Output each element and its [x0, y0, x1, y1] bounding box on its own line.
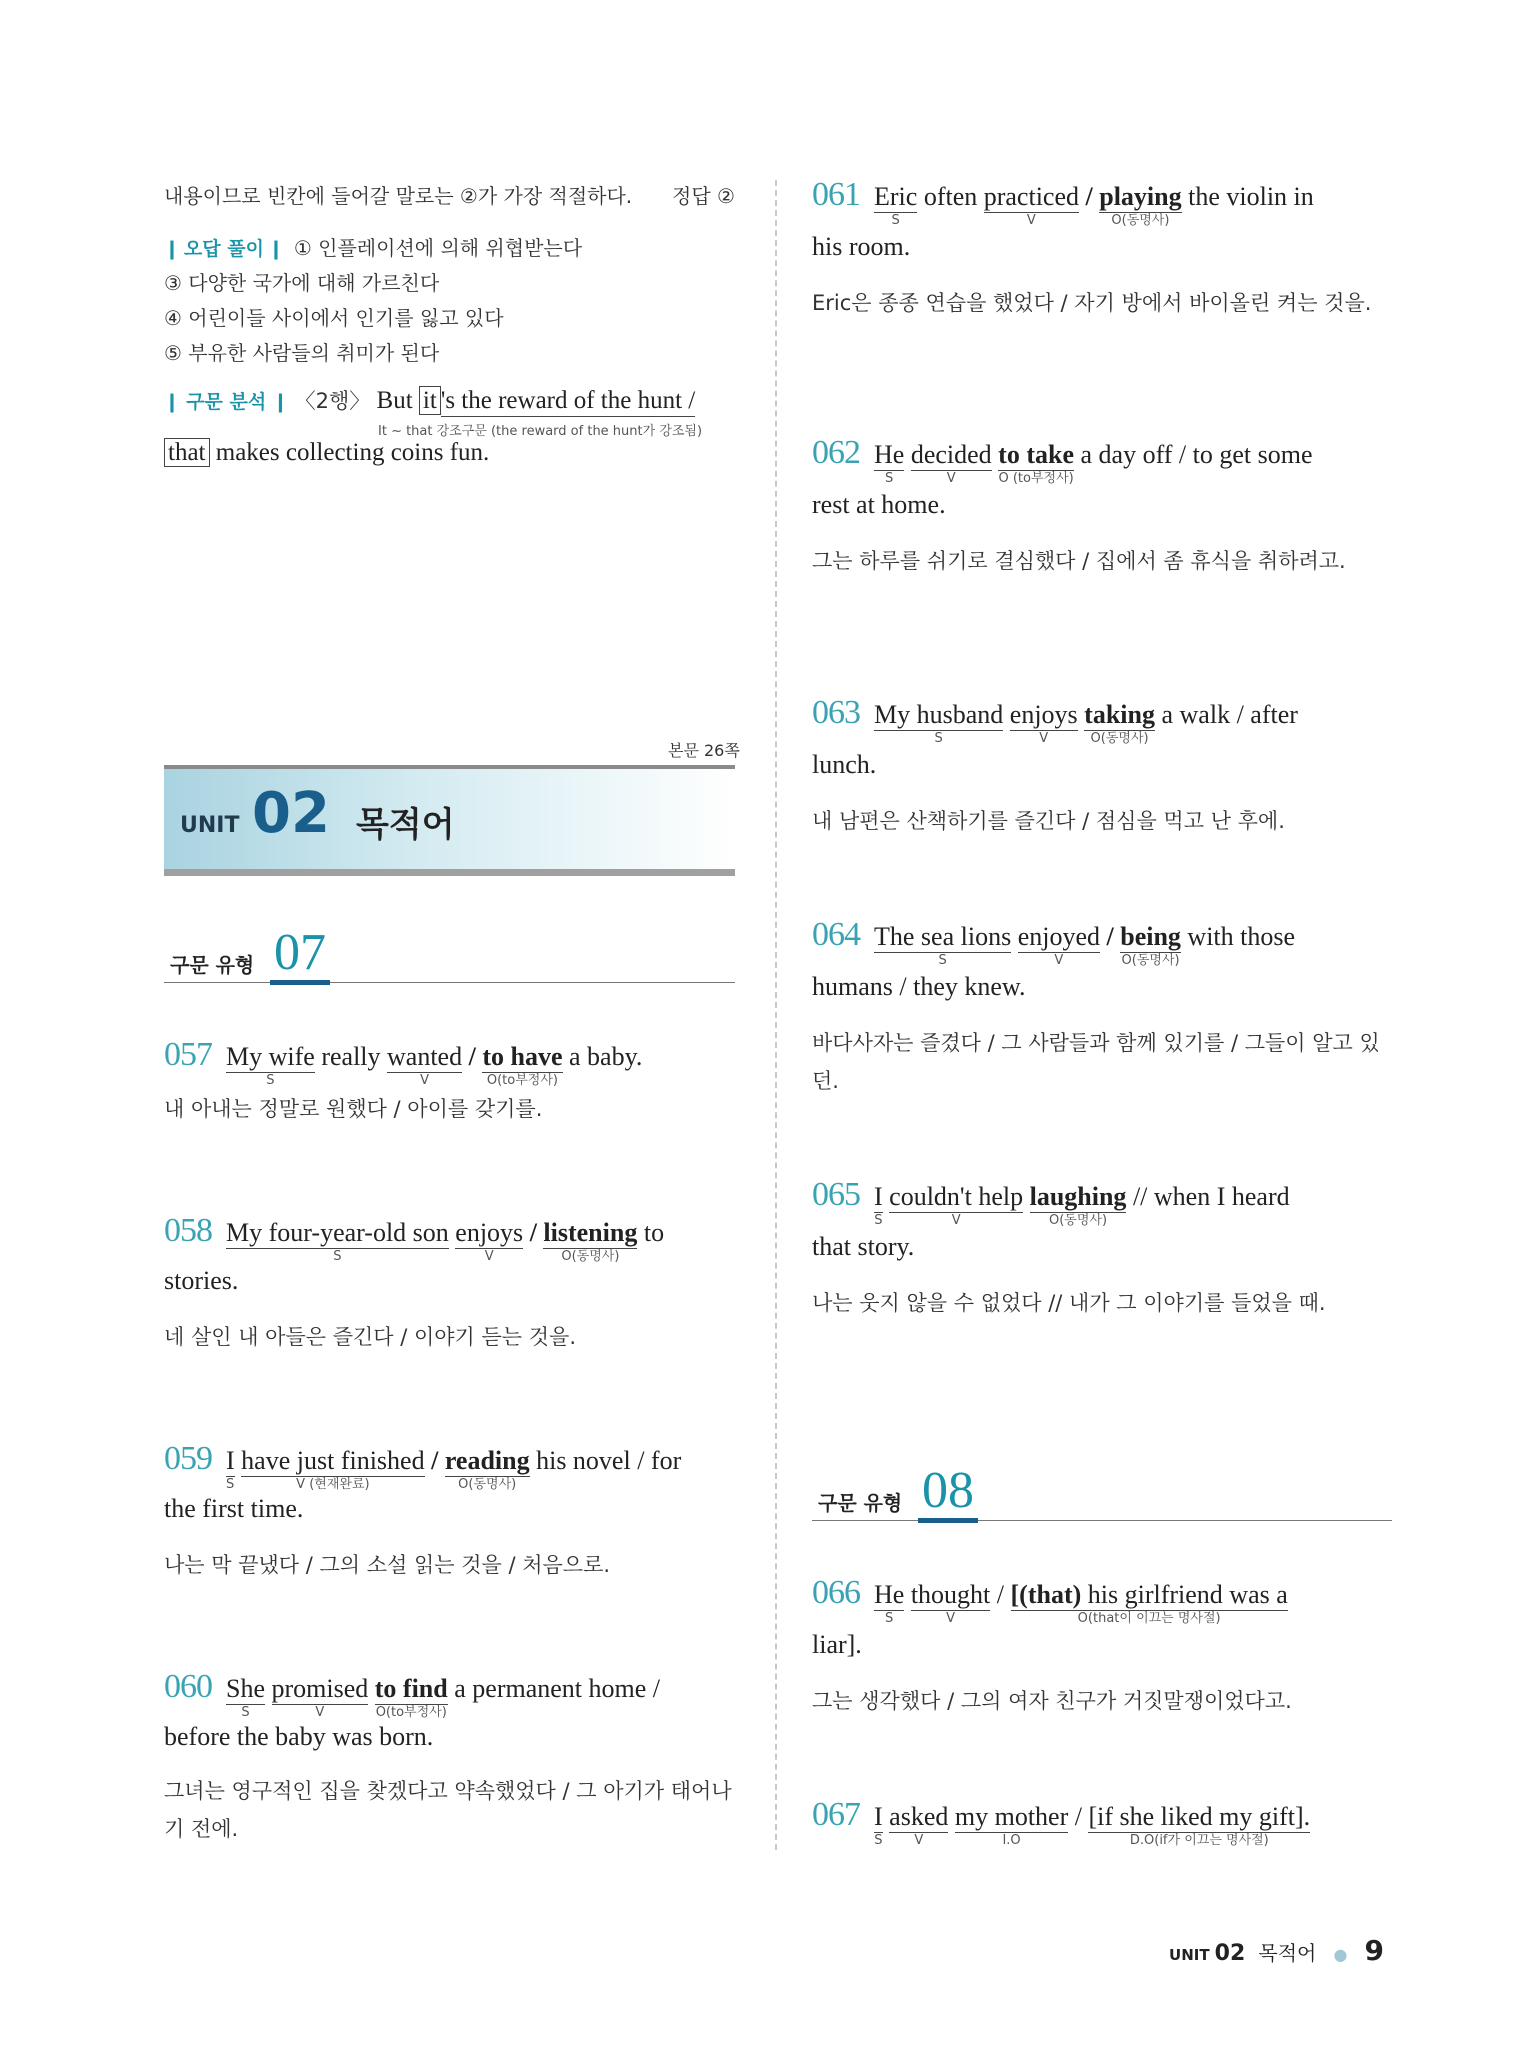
- sentence-064: [812, 916, 1296, 968]
- syntax-analysis: [164, 384, 695, 419]
- translation-061: Eric은 종종 연습을 했었다 / 자기 방에서 바이올린 켜는 것을.: [812, 291, 1372, 315]
- role-label: S: [938, 953, 947, 968]
- role-label: O(동명사): [561, 1249, 620, 1264]
- unit-number: 02: [252, 781, 330, 846]
- item-number: 066: [812, 1574, 860, 1611]
- item-number: 062: [812, 434, 860, 471]
- role-label: V: [951, 1213, 961, 1228]
- translation-057: 내 아내는 정말로 원했다 / 아이를 갖기를.: [164, 1097, 543, 1121]
- item-number: 058: [164, 1212, 212, 1249]
- word: He: [874, 440, 905, 469]
- word: playing: [1099, 182, 1182, 211]
- sentence-061: [812, 176, 1314, 228]
- sentence-064-cont: humans / they knew.: [812, 972, 1026, 1001]
- sentence-061-cont: his room.: [812, 232, 911, 261]
- verb: [1017, 922, 1100, 968]
- item-number: 063: [812, 694, 860, 731]
- wrong-answer-section: [164, 232, 582, 261]
- subject: [874, 922, 1012, 968]
- pattern-label: 구문 유형: [170, 953, 255, 977]
- bullet-icon: ●: [1333, 1945, 1348, 1964]
- translation-063: 내 남편은 산책하기를 즐긴다 / 점심을 먹고 난 후에.: [812, 809, 1285, 833]
- subject: [874, 440, 905, 486]
- word: promised: [271, 1674, 369, 1703]
- role-label: V: [946, 471, 956, 486]
- translation-060: 그녀는 영구적인 집을 찾겠다고 약속했었다 / 그 아기가 태어나기 전에.: [164, 1779, 732, 1841]
- wrong-choice: ⑤ 부유한 사람들의 취미가 된다: [164, 341, 440, 365]
- role-label: S: [891, 213, 900, 228]
- analysis-text: But: [376, 387, 413, 414]
- page-reference: 본문 26쪽: [668, 741, 740, 760]
- object: [1099, 182, 1182, 228]
- word: listening: [543, 1218, 638, 1247]
- sentence-065: [812, 1176, 1290, 1228]
- role-label: V: [946, 1611, 955, 1626]
- subject: [226, 1042, 315, 1088]
- role-label: S: [934, 731, 943, 746]
- item-number: 067: [812, 1796, 860, 1833]
- emphasized-phrase: 's the reward of the hunt /: [441, 386, 695, 417]
- boxed-it: [419, 386, 441, 416]
- role-label: O(to부정사): [486, 1073, 558, 1088]
- subject: [226, 1446, 235, 1492]
- word: The sea lions: [874, 922, 1012, 951]
- verb: [387, 1042, 463, 1088]
- page-footer: [1169, 1934, 1384, 1967]
- role-label: S: [874, 1213, 883, 1228]
- word: have just finished: [241, 1446, 425, 1475]
- wrong-choice: ③ 다양한 국가에 대해 가르친다: [164, 271, 440, 295]
- word: a walk / after: [1161, 700, 1298, 729]
- role-label: O(동명사): [1090, 731, 1149, 746]
- role-label: S: [885, 471, 894, 486]
- role-label: O (to부정사): [998, 471, 1074, 486]
- slash: /: [1085, 182, 1093, 211]
- pattern-label: 구문 유형: [818, 1491, 903, 1515]
- verb: [889, 1802, 949, 1848]
- word: taking: [1084, 700, 1155, 729]
- sentence-059-cont: the first time.: [164, 1494, 304, 1523]
- analysis-end: makes collecting coins fun.: [215, 439, 490, 466]
- role-label: O(동명사): [458, 1477, 517, 1492]
- sentence-057: [164, 1036, 643, 1088]
- word: I: [226, 1446, 235, 1475]
- slash: /: [996, 1580, 1005, 1609]
- item-number: 061: [812, 176, 860, 213]
- word: practiced: [983, 182, 1079, 211]
- translation-062: 그는 하루를 쉬기로 결심했다 / 집에서 좀 휴식을 취하려고.: [812, 549, 1346, 573]
- word: to: [643, 1218, 665, 1247]
- word: I: [874, 1802, 883, 1831]
- role-label: V: [1054, 953, 1064, 968]
- verb: [983, 182, 1079, 228]
- word: a day off / to get some: [1080, 440, 1313, 469]
- verb: [910, 1580, 991, 1626]
- sentence-058: [164, 1212, 665, 1264]
- subject: [226, 1218, 449, 1264]
- boxed-that: that: [164, 438, 210, 467]
- subject: [874, 1182, 883, 1228]
- sentence-059: [164, 1440, 682, 1492]
- word: to find: [374, 1674, 448, 1703]
- role-label: S: [241, 1705, 250, 1720]
- word: wanted: [387, 1042, 463, 1071]
- word: the violin in: [1188, 182, 1314, 211]
- verb: [1009, 700, 1078, 746]
- pattern-number: 08: [918, 1464, 978, 1523]
- direct-object: [1088, 1802, 1311, 1848]
- word: enjoys: [455, 1218, 524, 1247]
- object: [482, 1042, 563, 1088]
- slash: /: [529, 1218, 537, 1247]
- word: [(that): [1010, 1580, 1082, 1609]
- translation-058: 네 살인 내 아들은 즐긴다 / 이야기 듣는 것을.: [164, 1325, 577, 1349]
- sentence-065-cont: that story.: [812, 1232, 915, 1261]
- word: enjoyed: [1017, 922, 1100, 951]
- item-number: 057: [164, 1036, 212, 1073]
- section-bar-icon: ❙: [164, 238, 180, 260]
- object: [998, 440, 1074, 486]
- object: [1010, 1580, 1288, 1626]
- word: being: [1120, 922, 1181, 951]
- verb: [455, 1218, 524, 1264]
- role-label: O(동명사): [1048, 1213, 1108, 1228]
- word: My wife: [226, 1042, 315, 1071]
- object: [374, 1674, 448, 1720]
- verb: [241, 1446, 425, 1492]
- object: [444, 1446, 530, 1492]
- translation-059: 나는 막 끝냈다 / 그의 소설 읽는 것을 / 처음으로.: [164, 1553, 611, 1577]
- answer-intro: 내용이므로 빈칸에 들어갈 말로는 ②가 가장 적절하다.: [164, 184, 633, 208]
- subject: [874, 1580, 905, 1626]
- subject: [874, 700, 1004, 746]
- indirect-object: [954, 1802, 1069, 1848]
- subject: [874, 182, 918, 228]
- wrong-choice: ① 인플레이션에 의해 위협받는다: [293, 236, 583, 260]
- object: [1029, 1182, 1127, 1228]
- role-label: D.O(if가 이끄는 명사절): [1129, 1833, 1269, 1848]
- answer-key: 정답 ②: [672, 184, 735, 208]
- role-label: O(동명사): [1121, 953, 1180, 968]
- analysis-line-2: [164, 436, 489, 470]
- word: to have: [482, 1042, 563, 1071]
- subject: [226, 1674, 265, 1720]
- word: I: [874, 1182, 883, 1211]
- unit-title: 목적어: [356, 805, 455, 845]
- verb: [271, 1674, 369, 1720]
- wrong-choice: ④ 어린이들 사이에서 인기를 잃고 있다: [164, 306, 504, 330]
- word: a permanent home /: [454, 1674, 660, 1703]
- word: She: [226, 1674, 265, 1703]
- sentence-062-cont: rest at home.: [812, 490, 946, 519]
- role-label: V (현재완료): [296, 1477, 370, 1492]
- analysis-note: It ~ that 강조구문 (the reward of the hunt가 강조됨): [378, 424, 703, 439]
- it-word: it: [419, 386, 441, 415]
- object: [1120, 922, 1181, 968]
- section-bar-icon: ❙: [164, 391, 180, 413]
- role-label: V: [914, 1833, 924, 1848]
- role-label: V: [315, 1705, 325, 1720]
- role-label: I.O: [1002, 1833, 1021, 1848]
- slash: /: [468, 1042, 476, 1071]
- verb: [889, 1182, 1024, 1228]
- sentence-058-cont: stories.: [164, 1266, 239, 1295]
- word: enjoys: [1009, 700, 1078, 729]
- word: often: [923, 182, 978, 211]
- role-label: S: [226, 1477, 235, 1492]
- translation-065: 나는 웃지 않을 수 없었다 // 내가 그 이야기를 들었을 때.: [812, 1291, 1326, 1315]
- word: [if she liked my gift].: [1088, 1802, 1311, 1831]
- sentence-067: [812, 1796, 1311, 1848]
- role-label: O(동명사): [1111, 213, 1170, 228]
- slash: /: [1106, 922, 1114, 951]
- role-label: O(that이 이끄는 명사절): [1077, 1611, 1221, 1626]
- word: my mother: [954, 1802, 1069, 1831]
- unit-word: UNIT: [180, 813, 240, 838]
- word: with those: [1187, 922, 1296, 951]
- word: Eric: [874, 182, 918, 211]
- subject: [874, 1802, 883, 1848]
- sentence-060: [164, 1668, 660, 1720]
- verb: [910, 440, 992, 486]
- word: reading: [444, 1446, 530, 1475]
- page-number: 9: [1364, 1934, 1384, 1967]
- role-label: S: [266, 1073, 275, 1088]
- item-number: 059: [164, 1440, 212, 1477]
- sentence-066-cont: liar].: [812, 1630, 862, 1659]
- translation-064: 바다사자는 즐겼다 / 그 사람들과 함께 있기를 / 그들이 알고 있던.: [812, 1031, 1380, 1093]
- pattern-heading-07: [164, 922, 735, 983]
- word: to take: [998, 440, 1074, 469]
- word: He: [874, 1580, 905, 1609]
- role-label: S: [333, 1249, 342, 1264]
- item-number: 064: [812, 916, 860, 953]
- role-label: V: [420, 1073, 430, 1088]
- word: // when I heard: [1132, 1182, 1290, 1211]
- pattern-heading-08: [812, 1460, 1392, 1521]
- role-label: V: [1039, 731, 1049, 746]
- column-divider: [775, 180, 777, 1850]
- word: really: [321, 1042, 381, 1071]
- wrong-answer-label: 오답 풀이: [183, 238, 264, 260]
- word: laughing: [1029, 1182, 1127, 1211]
- role-label: V: [1026, 213, 1036, 228]
- word: a baby.: [569, 1042, 643, 1071]
- word: thought: [910, 1580, 991, 1609]
- word: My husband: [874, 700, 1004, 729]
- unit-banner: [164, 765, 735, 876]
- word: My four-year-old son: [226, 1218, 449, 1247]
- line-ref: 〈2행〉: [294, 389, 371, 413]
- sentence-063: [812, 694, 1298, 746]
- sentence-062: [812, 434, 1313, 486]
- slash: /: [431, 1446, 439, 1475]
- section-bar-icon: ❙: [272, 391, 289, 413]
- object: [1084, 700, 1155, 746]
- sentence-060-cont: before the baby was born.: [164, 1722, 434, 1751]
- word: decided: [910, 440, 992, 469]
- object: [543, 1218, 638, 1264]
- pattern-number: 07: [270, 926, 330, 985]
- slash: /: [1074, 1802, 1082, 1831]
- role-label: S: [885, 1611, 894, 1626]
- word: his girlfriend was a: [1087, 1580, 1288, 1609]
- footer-unit-title: 목적어: [1258, 1941, 1317, 1965]
- role-label: V: [484, 1249, 494, 1264]
- translation-066: 그는 생각했다 / 그의 여자 친구가 거짓말쟁이었다고.: [812, 1689, 1292, 1713]
- section-bar-icon: ❙: [267, 238, 284, 260]
- sentence-066: [812, 1574, 1288, 1626]
- word: couldn't help: [889, 1182, 1024, 1211]
- role-label: O(to부정사): [375, 1705, 447, 1720]
- analysis-label: 구문 분석: [186, 391, 267, 413]
- word: asked: [889, 1802, 949, 1831]
- role-label: S: [874, 1833, 883, 1848]
- item-number: 065: [812, 1176, 860, 1213]
- item-number: 060: [164, 1668, 212, 1705]
- footer-unit-word: UNIT: [1169, 1946, 1210, 1964]
- sentence-063-cont: lunch.: [812, 750, 877, 779]
- word: his novel / for: [536, 1446, 682, 1475]
- footer-unit-number: 02: [1214, 1941, 1246, 1966]
